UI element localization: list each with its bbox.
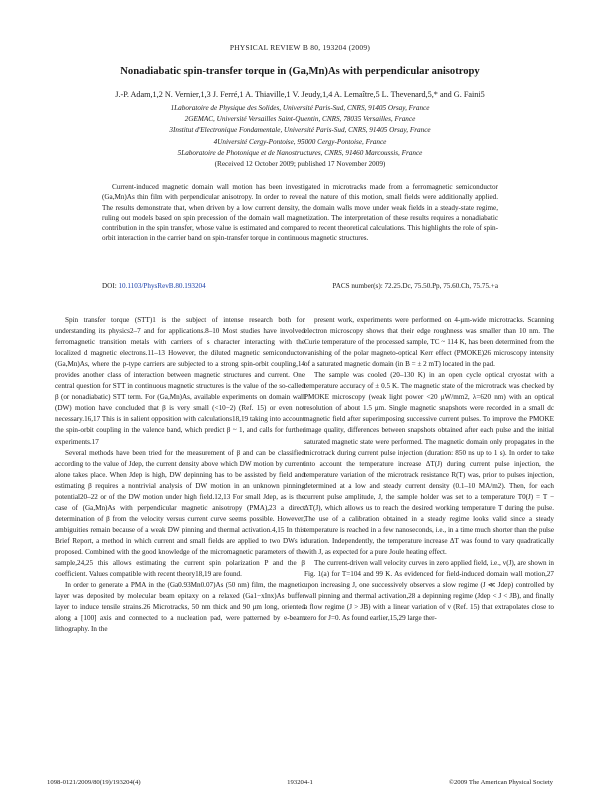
doi-label: DOI:: [102, 282, 117, 290]
paragraph: The sample was cooled (20–130 K) in an open cycle optical cryostat with a temperature accuracy of ± 0.5 K. The magnetic state of the microtrack was checked by PMOKE microscopy (weak light power <20 μW/mm2, λ=620 nm) with an optical resolution of about 1.5 μm. Single magnetic snapshots were recorded in a small dc magnetic field after superimposing successive current pulses. To improve the PMOKE image quality, differences between snapshots obtained after each pulse and the initial saturated magnetic state were performed. The magnetic domain only propagates in the microtrack during current pulse injection (duration: 850 ns up to 1 s). In order to take into account the temperature increase ΔT(J) during current pulse injection, the temperature variation of the microtrack resistance R(T) was, prior to pulses injection, determined at a low and steady current density (0.1–10 MA/m2). Then, for each current pulse amplitude, J, the sample holder was set to a temperature T0(J) = T − ΔT(J), which allows us to reach the desired working temperature T during the pulse. The use of a calibration obtained in a steady regime looks valid since a steady temperature is reached in a few nanoseconds, i.e., in a time much shorter than the pulse duration. Independently, the temperature increase ΔT was found to vary quadratically with J, as expected for a pure Joule heating effect.: [304, 371, 554, 556]
affiliation: 4Université Cergy-Pontoise, 95000 Cergy-Pontoise, France: [213, 137, 387, 146]
author-list: J.-P. Adam,1,2 N. Vernier,1,3 J. Ferré,1 A. Thiaville,1 V. Jeudy,1,4 A. Lemaître,5 L. Thevenard,5,* and G. Faini5: [115, 90, 485, 99]
body-column-left: [55, 315, 305, 635]
pacs-numbers: PACS number(s): 72.25.Dc, 75.50.Pp, 75.60.Ch, 75.75.+a: [332, 282, 498, 290]
paper-title: Nonadiabatic spin-transfer torque in (Ga,Mn)As with perpendicular anisotropy: [120, 66, 480, 77]
doi-link[interactable]: 10.1103/PhysRevB.80.193204: [118, 282, 206, 290]
affiliation: 1Laboratoire de Physique des Solides, Université Paris-Sud, CNRS, 91405 Orsay, France: [170, 104, 430, 112]
received-date: (Received 12 October 2009; published 17 November 2009): [214, 160, 386, 169]
paragraph: present work, experiments were performed on 4-μm-wide microtracks. Scanning electron microscopy shows that their edge roughness was smaller than 10 nm. The Curie temperature of the processed sample, TC ~ 114 K, has been determined from the vanishing of the polar magneto-optical Kerr effect (PMOKE)26 microscopy intensity of a saturated magnetic domain (in B = ± 2 mT) located in the pad.: [304, 316, 554, 369]
affiliations: [40, 103, 560, 170]
footer-page-number: 193204-1: [287, 779, 313, 786]
affiliation: 3Institut d'Electronique Fondamentale, Université Paris-Sud, CNRS, 91405 Orsay, France: [169, 126, 431, 135]
affiliation: 2GEMAC, Université Versailles Saint-Quentin, CNRS, 78035 Versailles, France: [184, 115, 416, 124]
abstract: Current-induced magnetic domain wall motion has been investigated in microtracks made from a ferromagnetic semiconductor (Ga,Mn)As thin film with perpendicular anisotropy. In order to reveal the nature of this motion, small fields were additionally applied. The results demonstrate that, when driven by a low current density, the domain walls move under weak fields in a steady-state regime, ruling out models based on spin precession of the domain wall magnetization. The interpretation of these results requires a nonadiabatic contribution in the spin transfer, whose value is estimated and compared to recent theoretical calculations. This highlights the role of spin-orbit interaction in the carrier band on spin-transfer torque in continuous magnetic structures.: [102, 183, 498, 243]
affiliation: 5Laboratoire de Photonique et de Nanostructures, CNRS, 91460 Marcoussis, France: [177, 148, 423, 157]
running-head: PHYSICAL REVIEW B 80, 193204 (2009): [229, 43, 371, 52]
footer-issn: 1098-0121/2009/80(19)/193204(4): [47, 779, 141, 786]
paragraph: The current-driven wall velocity curves in zero applied field, i.e., v(J), are shown in Fig. 1(a) for T=104 and 99 K. As evidenced for field-induced domain wall motion,27 upon increasing J, one successively observes a slow regime (J ≪ Jdep) controlled by wall pinning and thermal activation,28 a depinning regime (Jdep < J < JB), and finally a flow regime (J > JB) with a linear variation of v (Ref. 15) that extrapolates close to zero for J=0. As found earlier,15,29 large ther-: [304, 559, 554, 623]
doi-row: [102, 282, 498, 290]
footer-copyright: ©2009 The American Physical Society: [448, 779, 553, 786]
body-column-right: [304, 315, 554, 624]
paragraph: Spin transfer torque (STT)1 is the subject of intense research both for understanding its physics2–7 and for applications.8–10 Most studies have involved ferromagnetic transition metals with carriers of s character interacting with the localized d magnetic electrons.11–13 However, the diluted magnetic semiconductor (Ga,Mn)As, where the p-type carriers are subjected to a strong spin-orbit coupling,14 provides another class of interaction between magnetic structures and current. One central question for STT in continuous magnetic structures is the value of the so-called β (or nonadiabatic) STT term. For (Ga,Mn)As, available experiments on domain wall (DW) motion have concluded that β is very small (<10−2) (Ref. 15) or even not necessary.16,17 This is in salient opposition with calculations18,19 taking into account the spin-orbit coupling in the valence band, which predict β ~ 1, and calls for further experiments.17: [55, 316, 305, 446]
paragraph: Several methods have been tried for the measurement of β and can be classified according to the value of Jdep, the current density above which DW motion by current alone takes place. When Jdep is high, DW depinning has to be assisted by field and estimating β requires a nontrivial analysis of DW motion in an unknown pinning potential20–22 or of the DW motion under high field.12,13 For small Jdep, as is the case of (Ga,Mn)As with perpendicular magnetic anisotropy (PMA),23 a direct determination of β from the velocity versus current curve seems possible. However, ambiguities remain because of a weak DW pinning and thermal activation.4,15 In this Brief Report, a method in which current and small fields are applied to two DWs is proposed. Combined with the good knowledge of the micromagnetic parameters of the sample,24,25 this allows estimating the current spin polarization P and the β coefficient. Values compatible with recent theory18,19 are found.: [55, 448, 305, 579]
paragraph: In order to generate a PMA in the (Ga0.93Mn0.07)As (50 nm) film, the magnetic layer was deposited by molecular beam epitaxy on a relaxed (Ga1−xInx)As buffer layer to induce tensile strains.26 Microtracks, 50 nm thick and 90 μm long, oriented along a [100] axis and connected to a nucleation pad, were patterned by e-beam lithography. In the: [55, 581, 305, 634]
